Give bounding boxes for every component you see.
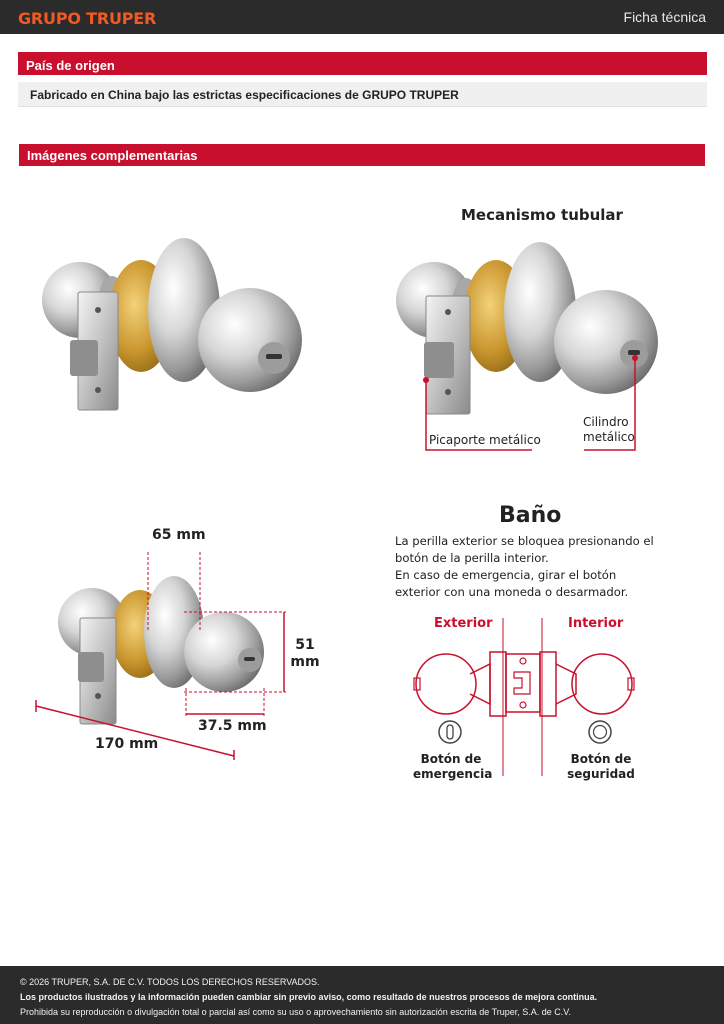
footer-prohibition: Prohibida su reproducción o divulgación total o parcial así como su uso o aprovechamiento sin autorización escrita de Truper, S.A. de C.V. <box>20 1007 571 1017</box>
emergency-button-label: Botón de emergencia <box>413 752 493 781</box>
cylinder-label: Cilindro metálico <box>583 415 635 444</box>
dimension-knob-depth: 37.5 mm <box>198 718 267 734</box>
bathroom-description <box>395 533 657 601</box>
brand-logo: GRUPO TRUPER <box>18 9 157 28</box>
dimension-backset: 65 mm <box>152 527 206 543</box>
bathroom-title: Baño <box>499 503 562 528</box>
images-section-header: Imágenes complementarias <box>19 144 705 166</box>
origin-text: Fabricado en China bajo las estrictas especificaciones de GRUPO TRUPER <box>18 82 707 107</box>
origin-section-header: País de origen <box>18 52 707 75</box>
dimension-height: 51 mm <box>290 637 320 670</box>
footer-notice: Los productos ilustrados y la información pueden cambiar sin previo aviso, como resultado de nuestros procesos de mejora continua. <box>20 992 598 1002</box>
footer-copyright: © 2026 TRUPER, S.A. DE C.V. TODOS LOS DERECHOS RESERVADOS. <box>20 977 320 987</box>
lock-photo-front <box>38 252 308 414</box>
latch-label: Picaporte metálico <box>429 433 541 447</box>
interior-label: Interior <box>568 616 624 631</box>
dimension-length: 170 mm <box>95 736 159 752</box>
footer <box>0 966 724 1024</box>
bathroom-description-2: En caso de emergencia, girar el botón exterior con una moneda o desarmador. <box>395 568 629 599</box>
safety-button-label: Botón de seguridad <box>567 752 635 781</box>
mechanism-title: Mecanismo tubular <box>461 206 623 224</box>
bathroom-description-1: La perilla exterior se bloquea presionando el botón de la perilla interior. <box>395 534 654 565</box>
exterior-label: Exterior <box>434 616 493 631</box>
document-type: Ficha técnica <box>623 9 706 25</box>
top-bar <box>0 0 724 34</box>
